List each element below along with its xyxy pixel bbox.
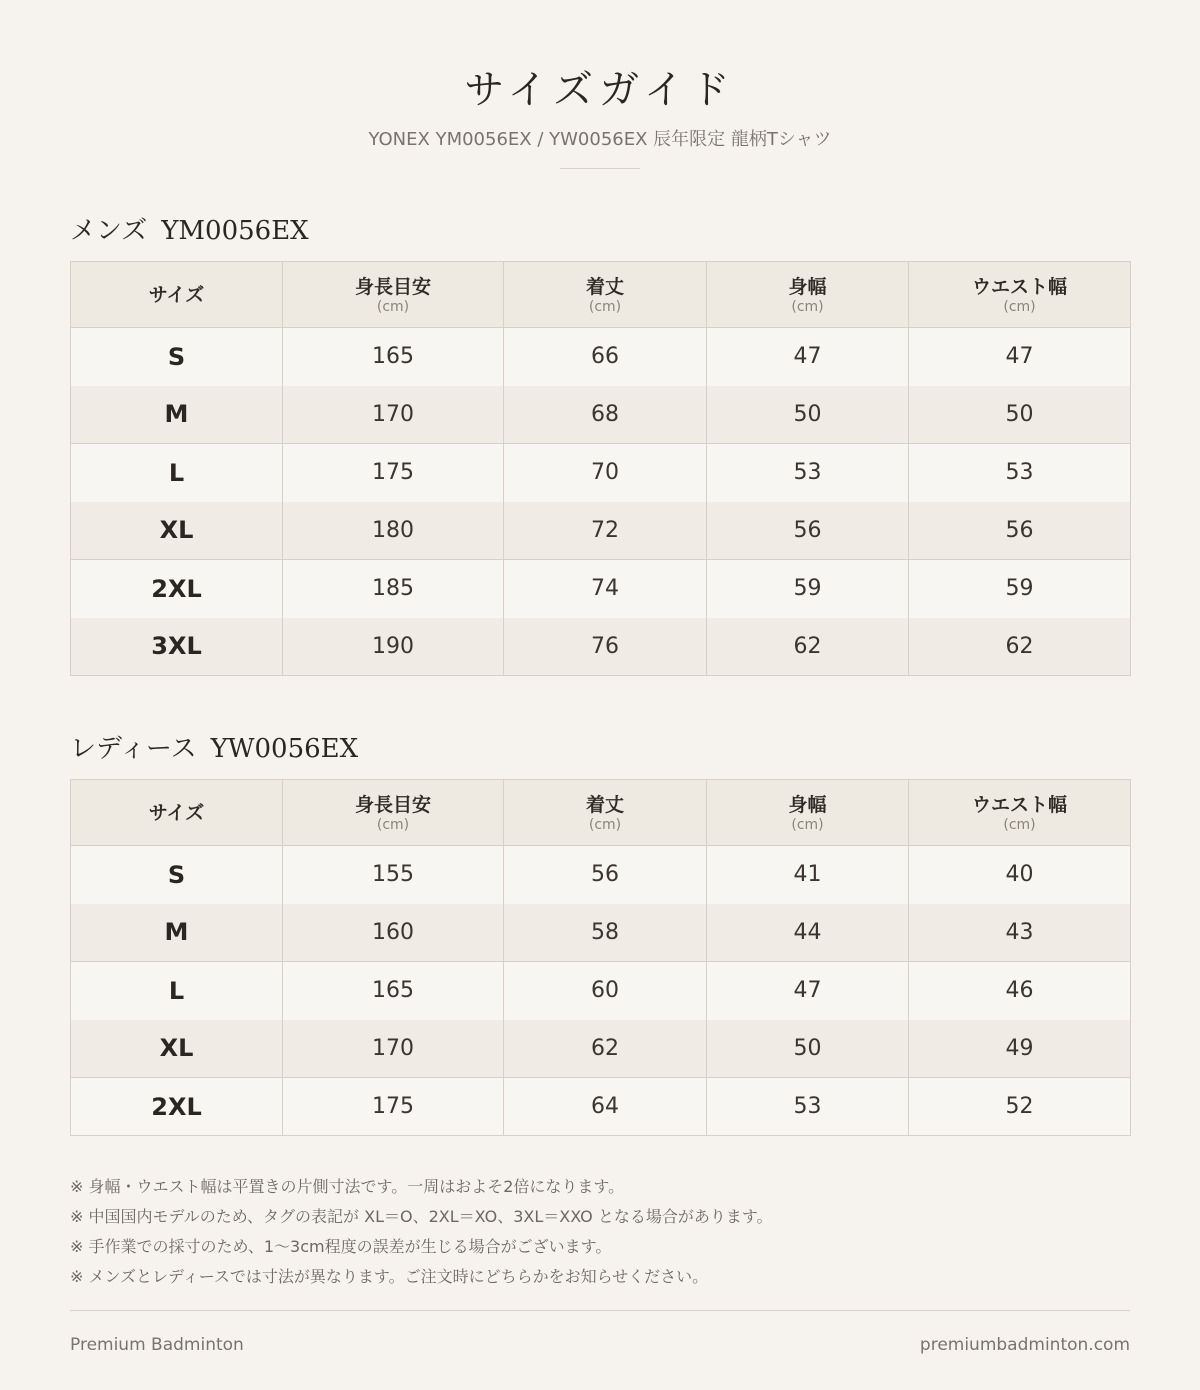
ladies-section [70,731,1130,1136]
unit-label: (cm) [791,298,824,315]
cell-height: 175 [283,1078,504,1136]
cell-width: 50 [707,1020,909,1078]
note-item: ※ 中国国内モデルのため、タグの表記が XL＝O、2XL＝XO、3XL＝XXO となる場合があります。 [70,1207,773,1226]
unit-label: (cm) [1003,298,1036,315]
cell-width: 56 [707,502,909,560]
mens-model: YM0056EX [161,216,309,246]
cell-length: 74 [504,560,707,618]
cell-size: L [71,444,283,502]
note-item: ※ メンズとレディースでは寸法が異なります。ご注文時にどちらかをお知らせください。 [70,1267,709,1286]
table-row [71,962,1131,1020]
cell-width: 53 [707,444,909,502]
col-width: 身幅 (cm) [707,780,909,846]
cell-waist: 40 [909,846,1131,904]
cell-height: 160 [283,904,504,962]
page-header [0,62,1200,169]
ladies-header-row [71,780,1131,846]
mens-label: メンズ [70,216,148,246]
header-divider [560,168,640,169]
cell-length: 66 [504,328,707,386]
cell-size: L [71,962,283,1020]
cell-height: 165 [283,328,504,386]
cell-waist: 52 [909,1078,1131,1136]
cell-width: 47 [707,962,909,1020]
col-size: サイズ [71,780,283,846]
cell-width: 62 [707,618,909,676]
col-waist: ウエスト幅 (cm) [909,780,1131,846]
table-row [71,846,1131,904]
cell-waist: 62 [909,618,1131,676]
cell-width: 41 [707,846,909,904]
cell-waist: 56 [909,502,1131,560]
ladies-model: YW0056EX [210,734,359,764]
note-item: ※ 身幅・ウエスト幅は平置きの片側寸法です。一周はおよそ2倍になります。 [70,1177,625,1196]
cell-width: 44 [707,904,909,962]
cell-length: 72 [504,502,707,560]
cell-height: 170 [283,1020,504,1078]
col-height: 身長目安 (cm) [283,262,504,328]
cell-waist: 49 [909,1020,1131,1078]
unit-label: (cm) [588,298,622,315]
cell-size: XL [71,502,283,560]
cell-length: 62 [504,1020,707,1078]
cell-size: XL [71,1020,283,1078]
cell-length: 76 [504,618,707,676]
table-row [71,560,1131,618]
page-subtitle: YONEX YM0056EX / YW0056EX 辰年限定 龍柄Tシャツ [368,129,832,150]
cell-waist: 53 [909,444,1131,502]
cell-size: 2XL [71,560,283,618]
ladies-size-table [70,779,1131,1136]
cell-length: 60 [504,962,707,1020]
unit-label: (cm) [376,298,410,315]
cell-height: 155 [283,846,504,904]
cell-waist: 47 [909,328,1131,386]
col-length: 着丈 (cm) [504,262,707,328]
cell-height: 185 [283,560,504,618]
table-row [71,328,1131,386]
col-size: サイズ [71,262,283,328]
cell-waist: 50 [909,386,1131,444]
cell-height: 180 [283,502,504,560]
unit-label: (cm) [791,816,824,833]
cell-size: 3XL [71,618,283,676]
note-item: ※ 手作業での採寸のため、1〜3cm程度の誤差が生じる場合がございます。 [70,1237,612,1256]
col-waist: ウエスト幅 (cm) [909,262,1131,328]
footer-site-link[interactable]: premiumbadminton.com [919,1335,1130,1355]
cell-length: 70 [504,444,707,502]
cell-size: S [71,328,283,386]
cell-waist: 46 [909,962,1131,1020]
cell-height: 175 [283,444,504,502]
footer-divider [70,1310,1130,1311]
cell-waist: 43 [909,904,1131,962]
unit-label: (cm) [588,816,622,833]
cell-width: 53 [707,1078,909,1136]
col-width: 身幅 (cm) [707,262,909,328]
cell-size: M [71,386,283,444]
cell-size: S [71,846,283,904]
table-row [71,618,1131,676]
table-row [71,1078,1131,1136]
table-row [71,904,1131,962]
ladies-section-title [70,731,1130,771]
cell-length: 56 [504,846,707,904]
cell-height: 190 [283,618,504,676]
cell-height: 165 [283,962,504,1020]
cell-width: 47 [707,328,909,386]
col-length: 着丈 (cm) [504,780,707,846]
cell-length: 64 [504,1078,707,1136]
mens-size-table [70,261,1131,676]
cell-length: 58 [504,904,707,962]
page-title: サイズガイド [464,67,736,113]
table-row [71,386,1131,444]
mens-section [70,213,1130,676]
ladies-label: レディース [70,734,197,764]
table-row [71,444,1131,502]
mens-section-title [70,213,1130,253]
cell-width: 50 [707,386,909,444]
notes-list [70,1172,1130,1292]
table-row [71,1020,1131,1078]
col-height: 身長目安 (cm) [283,780,504,846]
unit-label: (cm) [1003,816,1036,833]
footer-brand: Premium Badminton [70,1335,244,1355]
cell-waist: 59 [909,560,1131,618]
cell-length: 68 [504,386,707,444]
mens-header-row [71,262,1131,328]
cell-size: M [71,904,283,962]
unit-label: (cm) [376,816,410,833]
cell-size: 2XL [71,1078,283,1136]
table-row [71,502,1131,560]
cell-height: 170 [283,386,504,444]
cell-width: 59 [707,560,909,618]
